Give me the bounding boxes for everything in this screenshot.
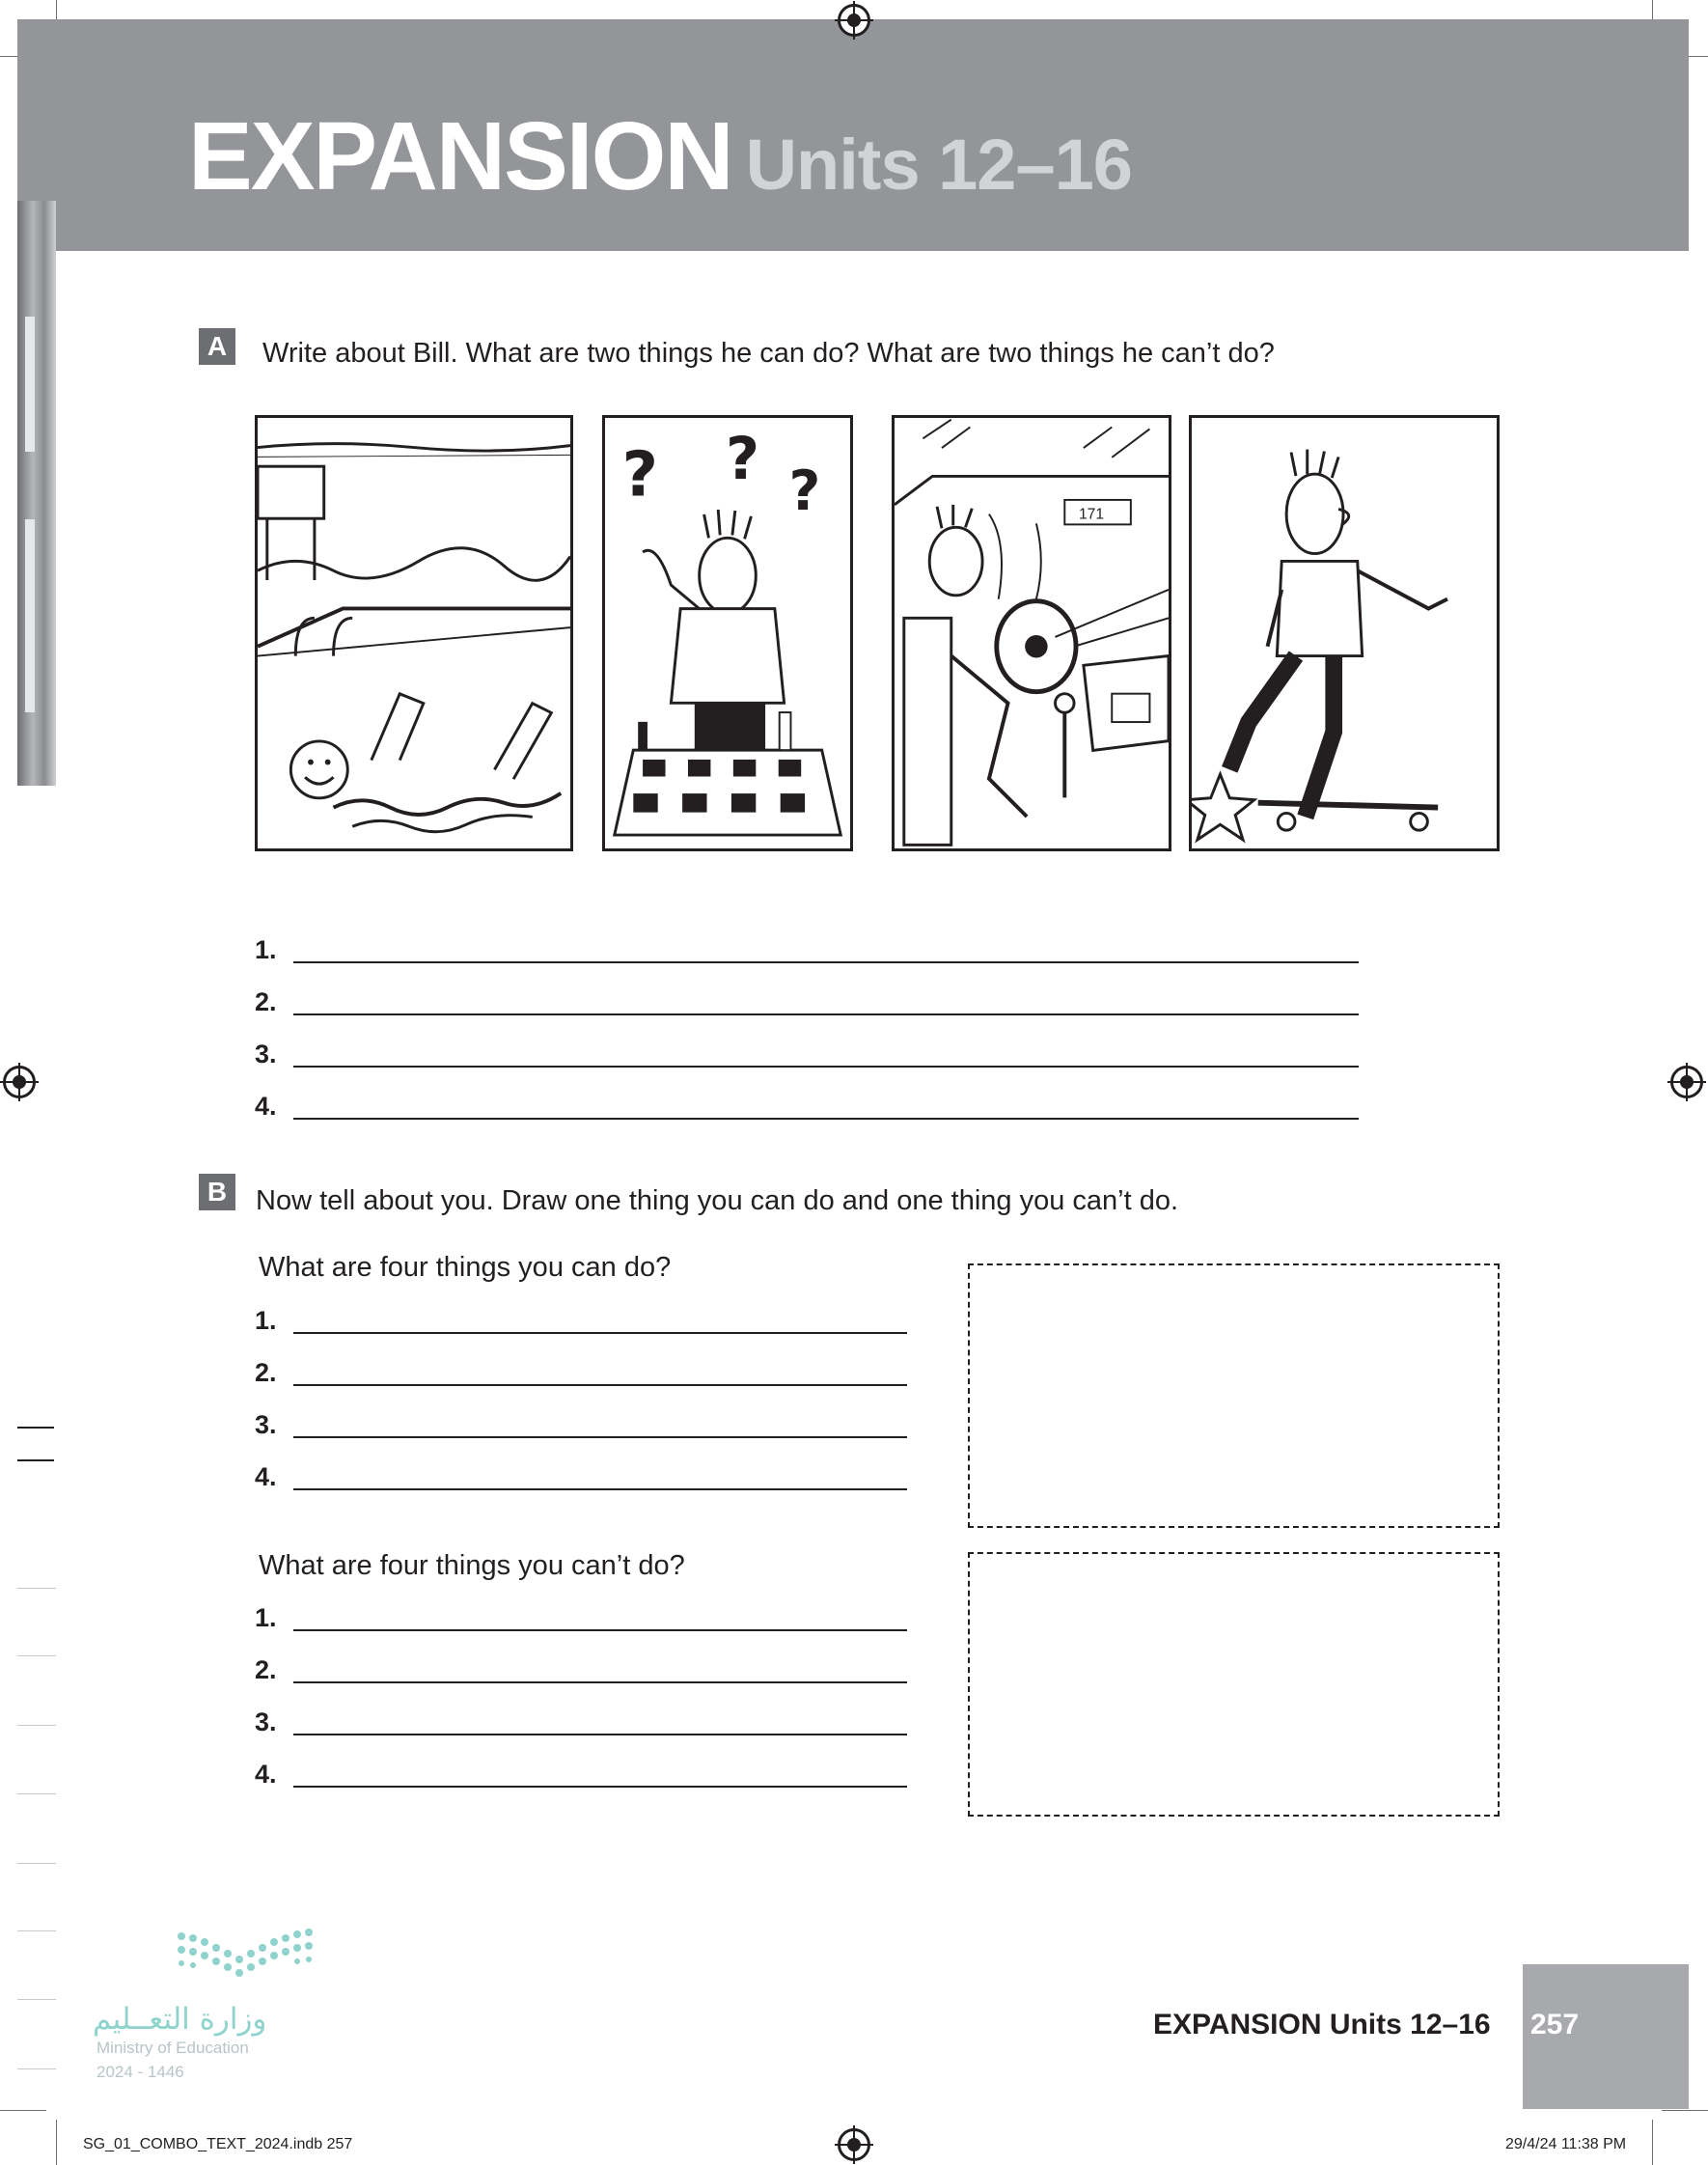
line-number: 1.	[255, 1603, 277, 1632]
answer-line[interactable]	[255, 1600, 907, 1639]
road-sign-text: 171	[1078, 506, 1105, 523]
write-line	[293, 1681, 907, 1683]
line-number: 3.	[255, 1410, 277, 1439]
crop-mark	[1662, 2110, 1708, 2111]
page-number: 257	[1530, 2009, 1580, 2040]
line-number: 2.	[255, 987, 277, 1016]
side-photo-strip	[17, 201, 56, 786]
running-footer-title: EXPANSION Units 12–16	[1153, 2009, 1491, 2040]
answer-line[interactable]	[255, 1303, 907, 1342]
skateboard-comic-icon	[1192, 418, 1497, 848]
drawing-box-can-do[interactable]	[968, 1263, 1500, 1528]
registration-mark-icon	[838, 4, 870, 37]
crop-mark	[56, 2120, 57, 2165]
answer-line[interactable]	[255, 1407, 907, 1446]
write-line	[293, 1436, 907, 1438]
ministry-logo-icon	[93, 1921, 344, 1993]
write-line	[293, 961, 1359, 963]
write-line	[293, 1734, 907, 1735]
write-line	[293, 1629, 907, 1631]
answer-line[interactable]	[255, 1089, 1363, 1127]
header-notch	[56, 251, 1689, 270]
swimming-comic-icon	[258, 418, 570, 848]
svg-text:?: ?	[788, 459, 821, 524]
write-line	[293, 1013, 1359, 1015]
ministry-name-english: Ministry of Education	[96, 2039, 249, 2057]
section-b-badge: B	[199, 1174, 235, 1210]
svg-text:?: ?	[726, 425, 760, 493]
write-line	[293, 1332, 907, 1334]
line-number: 2.	[255, 1655, 277, 1684]
answer-line[interactable]	[255, 1355, 907, 1394]
registration-mark-icon	[3, 1066, 36, 1098]
page-title	[188, 102, 1132, 210]
line-number: 4.	[255, 1760, 277, 1789]
crop-mark	[0, 2110, 46, 2111]
slug-file-info: SG_01_COMBO_TEXT_2024.indb 257	[83, 2136, 353, 2152]
chess-comic-icon	[605, 418, 850, 848]
line-number: 4.	[255, 1092, 277, 1121]
ministry-name-arabic: وزارة التعــليم	[93, 2002, 267, 2037]
can-do-question: What are four things you can do?	[259, 1252, 672, 1283]
section-a-badge: A	[199, 328, 235, 365]
section-a-instruction: Write about Bill. What are two things he can do? What are two things he can’t do?	[262, 338, 1275, 369]
slug-date: 29/4/24 11:38 PM	[1505, 2136, 1627, 2152]
title-main: EXPANSION	[188, 102, 732, 210]
answer-line[interactable]	[255, 1459, 907, 1498]
write-line	[293, 1118, 1359, 1120]
line-number: 4.	[255, 1462, 277, 1491]
comic-panel-skateboard	[1189, 415, 1500, 851]
comic-panel-swimming	[255, 415, 573, 851]
registration-mark-icon	[1670, 1066, 1703, 1098]
section-b-instruction: Now tell about you. Draw one thing you can do and one thing you can’t do.	[256, 1185, 1179, 1216]
write-line	[293, 1384, 907, 1386]
write-line	[293, 1786, 907, 1788]
answer-line[interactable]	[255, 1037, 1363, 1075]
answer-line[interactable]	[255, 1757, 907, 1795]
write-line	[293, 1488, 907, 1490]
line-number: 1.	[255, 935, 277, 964]
line-number: 2.	[255, 1358, 277, 1387]
svg-text:?: ?	[621, 438, 658, 512]
drawing-box-cant-do[interactable]	[968, 1552, 1500, 1817]
write-line	[293, 1066, 1359, 1068]
answer-line[interactable]	[255, 985, 1363, 1023]
answer-line[interactable]	[255, 932, 1363, 971]
answer-line[interactable]	[255, 1652, 907, 1691]
answer-line[interactable]	[255, 1705, 907, 1743]
line-number: 3.	[255, 1040, 277, 1069]
title-sub: Units 12–16	[745, 125, 1132, 205]
registration-mark-icon	[838, 2128, 870, 2161]
ministry-year: 2024 - 1446	[96, 2063, 184, 2081]
line-number: 1.	[255, 1306, 277, 1335]
cant-do-question: What are four things you can’t do?	[259, 1550, 685, 1581]
crop-mark	[1652, 2120, 1653, 2165]
comic-panel-driving	[892, 415, 1171, 851]
comic-panel-chess	[602, 415, 853, 851]
line-number: 3.	[255, 1707, 277, 1736]
driving-comic-icon	[895, 418, 1169, 848]
